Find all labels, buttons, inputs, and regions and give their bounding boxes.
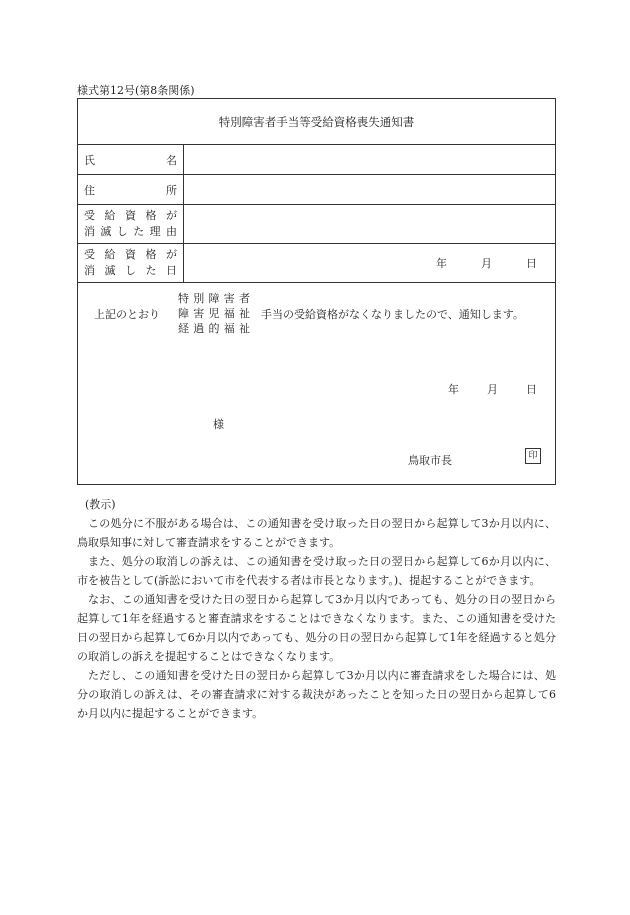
allowance-types [178,291,250,336]
name-label [78,145,184,174]
address-label [78,175,184,204]
date-row [78,244,555,283]
allowance-type-3: 経過的福祉 [178,322,250,335]
address-label-char-2: 所 [166,183,177,197]
date-label [78,244,184,282]
notice-date-year: 年 [448,383,459,396]
name-row [78,145,555,175]
notice-date-day: 日 [526,383,537,396]
notice-date-month: 月 [487,383,498,396]
address-label-char-1: 住 [84,183,95,197]
form-title: 特別障害者手当等受給資格喪失通知書 [78,99,555,145]
notice-lead: 上記のとおり [94,308,160,321]
date-label-line-2: 消滅した日 [84,264,177,277]
allowance-type-1: 特別障害者 [178,292,250,305]
notice-area [78,283,555,486]
date-year: 年 [436,257,447,270]
address-row [78,175,555,205]
instruction-paragraph-4: ただし、この通知書を受けた日の翌日から起算して3か月以内に審査請求をした場合には、処分の取消しの訴えは、その審査請求に対する裁決があったことを知った日の翌日から起算して6か月以内に提起することができます。 [77,669,556,720]
name-label-char-1: 氏 [84,153,95,167]
reason-label [78,205,184,243]
instruction-paragraph-3: なお、この通知書を受けた日の翌日から起算して3か月以内であっても、処分の日の翌日から起算して1年を経過すると審査請求をすることはできなくなります。また、この通知書を受けた日の翌日から起算して6か月以内であっても、処分の日の翌日から起算して1年を経過すると処分の取消しの訴えを提起することはできなくなります。 [77,593,556,663]
notice-text: 手当の受給資格がなくなりましたので、通知します。 [261,308,524,321]
extinction-date [436,244,537,282]
instruction-section [77,495,556,723]
date-label-line-1: 受給資格が [84,248,177,261]
instruction-heading: (教示) [85,498,116,511]
allowance-type-2: 障害児福祉 [178,307,250,320]
reason-label-line-2: 消滅した理由 [84,225,177,238]
date-day: 日 [526,257,537,270]
notice-form [77,98,556,485]
reason-row [78,205,555,244]
notice-date [448,381,537,397]
instruction-paragraph-1: この処分に不服がある場合は、この通知書を受け取った日の翌日から起算して3か月以内に、鳥取県知事に対して審査請求をすることができます。 [77,517,556,549]
date-month: 月 [481,257,492,270]
instruction-paragraph-2: また、処分の取消しの訴えは、この通知書を受け取った日の翌日から起算して6か月以内に、市を被告として(訴訟において市を代表する者は市長となります。)、提起することができます。 [77,555,556,587]
form-number: 様式第12号(第8条関係) [77,84,195,97]
name-label-char-2: 名 [166,153,177,167]
reason-label-line-1: 受給資格が [84,209,177,222]
seal-mark: 印 [525,448,541,464]
issuer-name: 鳥取市長 [408,454,452,467]
addressee-honorific: 様 [213,418,224,431]
